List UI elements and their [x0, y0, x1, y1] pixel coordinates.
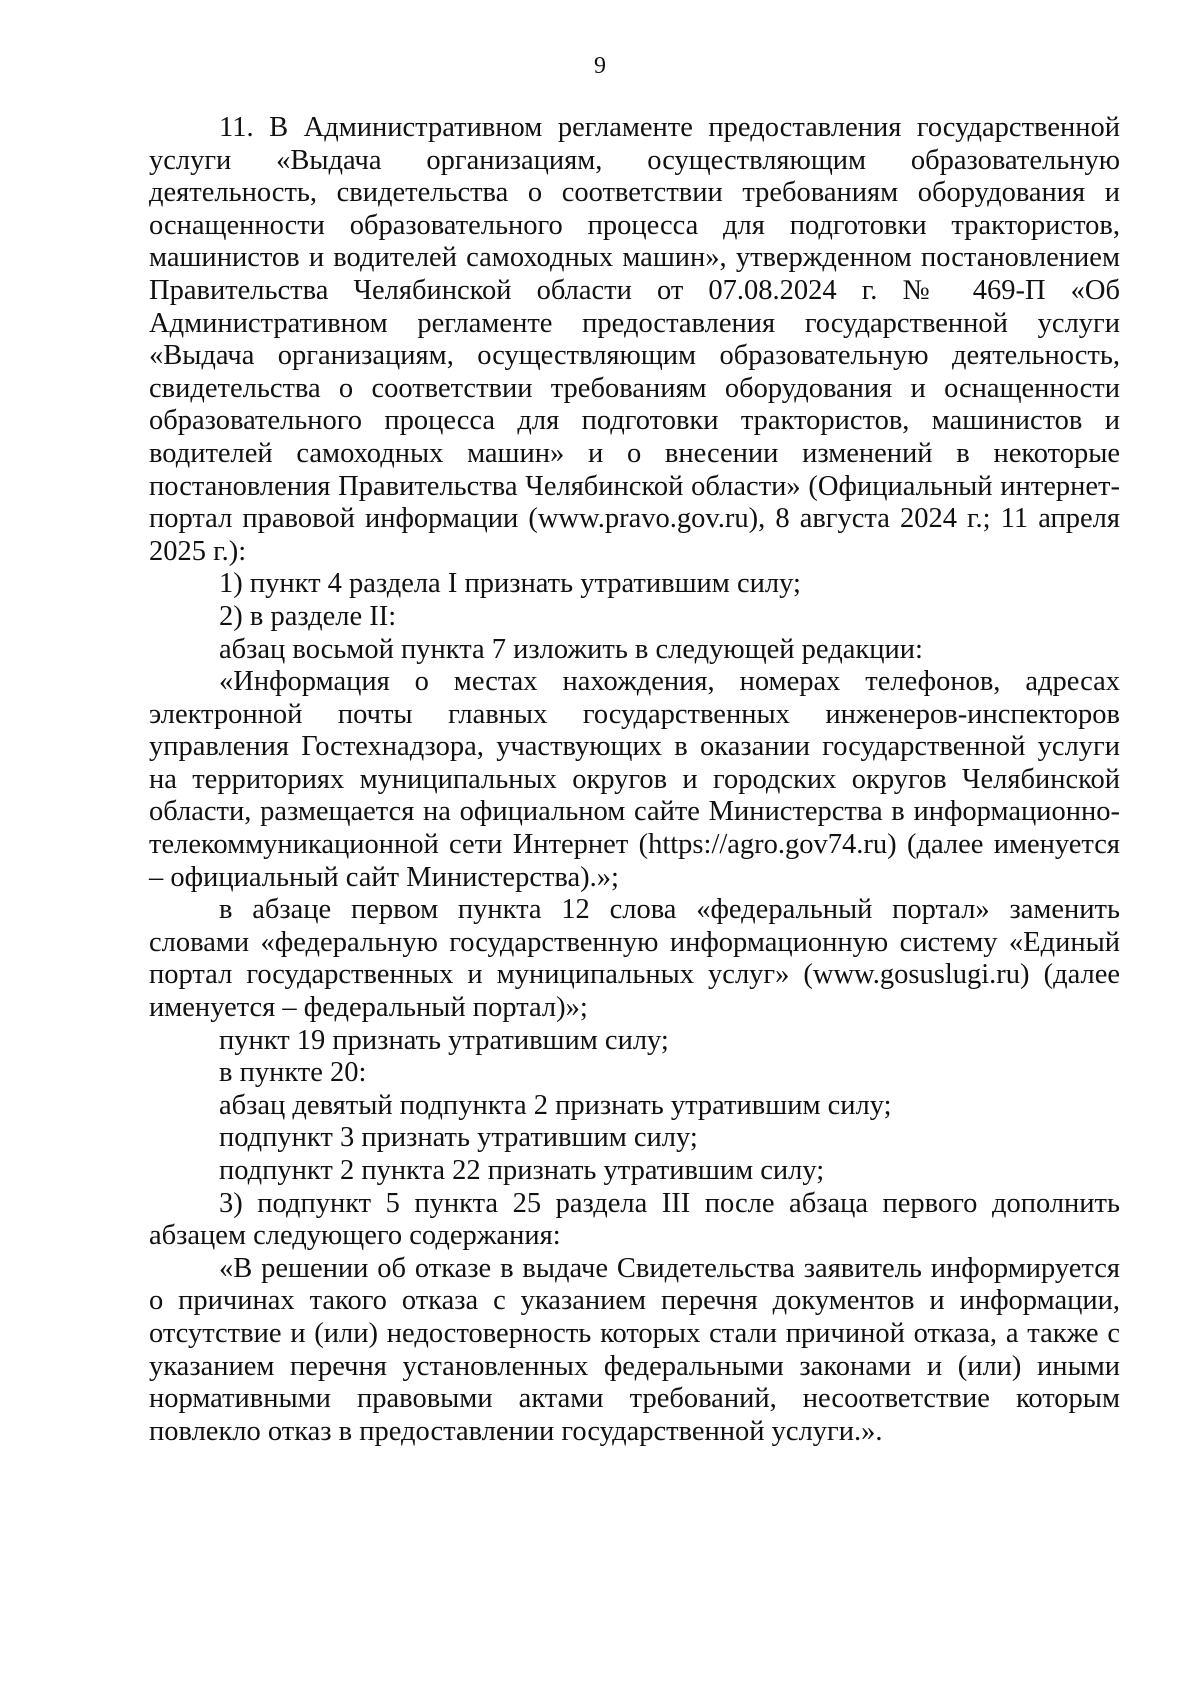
paragraph-point-12: в абзаце первом пункта 12 слова «федеральный портал» заменить словами «федеральную государственную информационную систему «Единый портал государственных и муниципальных услуг» (www.gosuslugi.ru) (далее именуется – федеральный портал)»;: [149, 894, 1120, 1024]
paragraph-item-2: 2) в разделе II:: [219, 600, 397, 632]
paragraph-amendment-11: 11. В Административном регламенте предоставления государственной услуги «Выдача организациям, осуществляющим образовательную деятельность, свидетельства о соответствии требованиям оборудования и оснащенности образовательного процесса для подготовки трактористов, машинистов и водителей самоходных машин», утвержденном постановлением Правительства Челябинской области от 07.08.2024 г. № 469-П «Об Административном регламенте предоставления государственной услуги «Выдача организациям, осуществляющим образовательную деятельность, свидетельства о соответствии требованиям оборудования и оснащенности образовательного процесса для подготовки трактористов, машинистов и водителей самоходных машин» и о внесении изменений в некоторые постановления Правительства Челябинской области» (Официальный интернет-портал правовой информации (www.pravo.gov.ru), 8 августа 2024 г.; 11 апреля 2025 г.):: [149, 112, 1120, 567]
page-number: 9: [594, 53, 606, 79]
paragraph-point-20: в пункте 20:: [219, 1057, 367, 1089]
paragraph-point-19: пункт 19 признать утратившим силу;: [219, 1024, 669, 1056]
paragraph-item-1: 1) пункт 4 раздела I признать утратившим силу;: [219, 568, 801, 600]
paragraph-quoted-information: «Информация о местах нахождения, номерах телефонов, адресах электронной почты главных государственных инженеров-инспекторов управления Гостехнадзора, участвующих в оказании государственной услуги на территориях муниципальных округов и городских округов Челябинской области, размещается на официальном сайте Министерства в информационно-телекоммуникационной сети Интернет (https://agro.gov74.ru) (далее именуется – официальный сайт Министерства).»;: [149, 666, 1120, 893]
paragraph-point-20-abzac-9: абзац девятый подпункта 2 признать утратившим силу;: [219, 1089, 892, 1121]
paragraph-point-22-subpoint-2: подпункт 2 пункта 22 признать утратившим силу;: [219, 1155, 825, 1186]
paragraph-item-3: 3) подпункт 5 пункта 25 раздела III после абзаца первого дополнить абзацем следующего содержания:: [149, 1187, 1120, 1252]
paragraph-quoted-refusal: «В решении об отказе в выдаче Свидетельства заявитель информируется о причинах такого отказа с указанием перечня документов и информации, отсутствие и (или) недостоверность которых стали причиной отказа, а также с указанием перечня установленных федеральными законами и (или) иными нормативными правовыми актами требований, несоответствие которым повлекло отказ в предоставлении государственной услуги.».: [149, 1252, 1120, 1447]
paragraph-abzac-8-point-7: абзац восьмой пункта 7 изложить в следующей редакции:: [219, 633, 923, 665]
document-body: [149, 112, 1120, 1448]
paragraph-point-20-subpoint-3: подпункт 3 признать утратившим силу;: [219, 1122, 698, 1154]
